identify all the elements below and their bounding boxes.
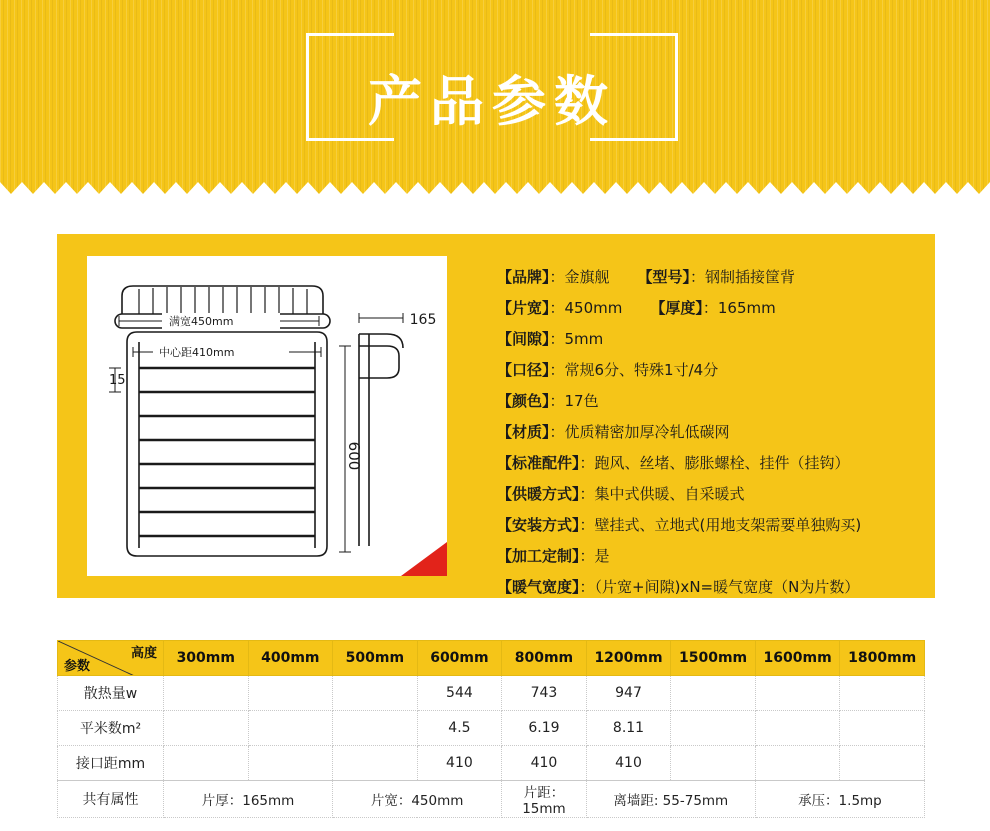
spec-row-total-width xyxy=(497,572,917,602)
cell-heat-800: 743 xyxy=(502,676,587,711)
cell-area-400 xyxy=(248,711,333,746)
radiator-technical-drawing xyxy=(87,256,447,576)
spec-value-brand: ：金旗舰 xyxy=(549,268,610,286)
cell-area-1200: 8.11 xyxy=(586,711,671,746)
table-header xyxy=(58,641,925,676)
frame-edge-bottom-right xyxy=(590,138,678,141)
page-title: 产品参数 xyxy=(368,70,616,133)
spec-label-gap: 【间隙】 xyxy=(497,330,550,348)
cell-heat-500 xyxy=(333,676,418,711)
cell-area-500 xyxy=(333,711,418,746)
spec-row-installation xyxy=(497,510,917,540)
drawing-label-center-distance: 中心距410mm xyxy=(159,346,235,359)
spec-card xyxy=(57,234,935,598)
spec-label-caliber: 【口径】 xyxy=(497,361,550,379)
cell-heat-1800 xyxy=(840,676,925,711)
frame-edge-bottom-left xyxy=(306,138,394,141)
table-row xyxy=(58,746,925,781)
spec-label-accessories: 【标准配件】 xyxy=(497,454,580,472)
col-header-600: 600mm xyxy=(417,641,502,676)
spec-row-material xyxy=(497,417,917,447)
spec-value-custom: ：是 xyxy=(579,547,610,565)
table-header-row xyxy=(58,641,925,676)
corner-label-height: 高度 xyxy=(130,646,157,661)
cell-conn-1600 xyxy=(755,746,840,781)
spec-value-total-width: ：（片宽+间隙)xN=暖气宽度（N为片数） xyxy=(579,578,860,596)
table-row-common-attributes xyxy=(58,781,925,818)
cell-conn-400 xyxy=(248,746,333,781)
spec-value-color: ：17色 xyxy=(549,392,599,410)
drawing-label-pitch: 15 xyxy=(109,373,126,388)
product-drawing xyxy=(87,256,447,576)
cell-conn-800: 410 xyxy=(502,746,587,781)
table-row xyxy=(58,676,925,711)
col-header-1500: 1500mm xyxy=(671,641,756,676)
spec-label-thickness: 【厚度】 xyxy=(650,299,703,317)
cell-area-600: 4.5 xyxy=(417,711,502,746)
spec-value-gap: ：5mm xyxy=(549,330,604,348)
spec-label-color: 【颜色】 xyxy=(497,392,550,410)
col-header-400: 400mm xyxy=(248,641,333,676)
spec-value-width: ：450mm xyxy=(549,299,623,317)
drawing-label-thickness: 165 xyxy=(409,312,437,328)
frame-edge-top-right xyxy=(590,33,678,36)
spec-value-model: ：钢制插接筐背 xyxy=(690,268,796,286)
spec-value-installation: ：壁挂式、立地式(用地支架需要单独购买) xyxy=(579,516,862,534)
title-frame xyxy=(306,33,678,141)
spec-row-accessories xyxy=(497,448,917,478)
spec-row-brand xyxy=(497,262,917,292)
cell-common-pressure: 承压：1.5mp xyxy=(755,781,924,818)
cell-heat-1500 xyxy=(671,676,756,711)
frame-edge-top-left xyxy=(306,33,394,36)
spec-value-material: ：优质精密加厚冷轧低碳网 xyxy=(549,423,730,441)
cell-heat-1200: 947 xyxy=(586,676,671,711)
spec-list xyxy=(497,262,917,603)
spec-row-heating-mode xyxy=(497,479,917,509)
zigzag-divider xyxy=(0,174,990,196)
spec-label-width: 【片宽】 xyxy=(497,299,550,317)
spec-label-heating-mode: 【供暖方式】 xyxy=(497,485,580,503)
col-header-500: 500mm xyxy=(333,641,418,676)
cell-common-thickness: 片厚：165mm xyxy=(164,781,333,818)
spec-label-total-width: 【暖气宽度】 xyxy=(497,578,580,596)
cell-conn-300 xyxy=(164,746,249,781)
spec-row-caliber xyxy=(497,355,917,385)
cell-common-pitch: 片距：15mm xyxy=(502,781,587,818)
cell-area-1800 xyxy=(840,711,925,746)
cell-conn-1200: 410 xyxy=(586,746,671,781)
cell-heat-400 xyxy=(248,676,333,711)
col-header-1800: 1800mm xyxy=(840,641,925,676)
spec-value-caliber: ：常规6分、特殊1寸/4分 xyxy=(549,361,719,379)
drawing-label-top-width: 满宽450mm xyxy=(169,315,234,328)
cell-conn-1500 xyxy=(671,746,756,781)
spec-label-installation: 【安装方式】 xyxy=(497,516,580,534)
spec-label-model: 【型号】 xyxy=(637,268,691,286)
spec-label-material: 【材质】 xyxy=(497,423,550,441)
header-banner xyxy=(0,0,990,196)
row-header-heat-output: 散热量w xyxy=(58,676,164,711)
spec-label-custom: 【加工定制】 xyxy=(497,547,580,565)
row-header-area: 平米数m² xyxy=(58,711,164,746)
spec-row-gap xyxy=(497,324,917,354)
cell-heat-600: 544 xyxy=(417,676,502,711)
cell-heat-300 xyxy=(164,676,249,711)
cell-common-width: 片宽：450mm xyxy=(333,781,502,818)
col-header-800: 800mm xyxy=(502,641,587,676)
spec-value-heating-mode: ：集中式供暖、自采暖式 xyxy=(579,485,745,503)
table-body xyxy=(58,676,925,818)
corner-label-parameter: 参数 xyxy=(64,659,91,674)
red-corner-accent xyxy=(401,542,447,576)
spec-value-thickness: ：165mm xyxy=(702,299,776,317)
spec-row-custom xyxy=(497,541,917,571)
cell-conn-1800 xyxy=(840,746,925,781)
col-header-1200: 1200mm xyxy=(586,641,671,676)
row-header-common-attributes: 共有属性 xyxy=(58,781,164,818)
drawing-label-height: 600 xyxy=(345,441,363,471)
cell-conn-500 xyxy=(333,746,418,781)
table-corner-cell xyxy=(58,641,164,676)
cell-area-800: 6.19 xyxy=(502,711,587,746)
spec-row-width xyxy=(497,293,917,323)
col-header-300: 300mm xyxy=(164,641,249,676)
spec-label-brand: 【品牌】 xyxy=(497,268,550,286)
row-header-connection: 接口距mm xyxy=(58,746,164,781)
cell-common-wall-distance: 离墙距: 55-75mm xyxy=(586,781,755,818)
cell-area-1600 xyxy=(755,711,840,746)
spec-row-color xyxy=(497,386,917,416)
cell-conn-600: 410 xyxy=(417,746,502,781)
cell-heat-1600 xyxy=(755,676,840,711)
spec-value-accessories: ：跑风、丝堵、膨胀螺栓、挂件（挂钩） xyxy=(579,454,850,472)
cell-area-1500 xyxy=(671,711,756,746)
parameters-table xyxy=(57,640,925,818)
table-row xyxy=(58,711,925,746)
col-header-1600: 1600mm xyxy=(755,641,840,676)
cell-area-300 xyxy=(164,711,249,746)
